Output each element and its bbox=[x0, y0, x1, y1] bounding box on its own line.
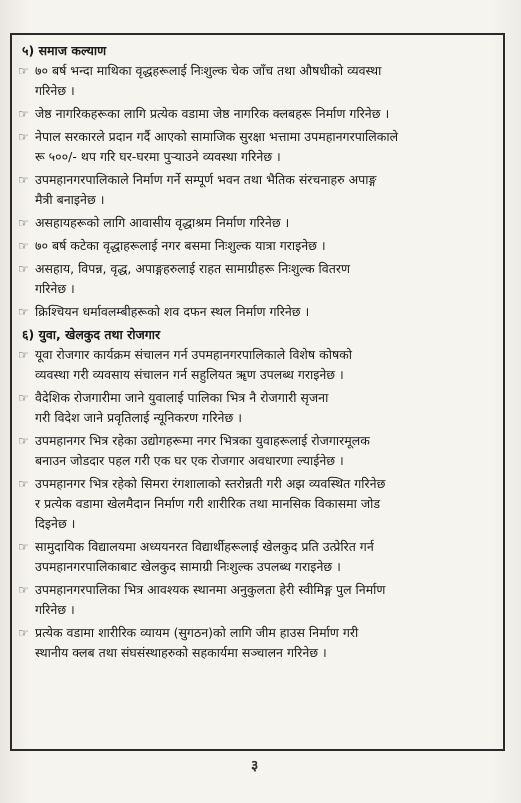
pointing-hand-icon: ☞ bbox=[18, 64, 29, 78]
list-item-line: नेपाल सरकारले प्रदान गर्दै आएको सामाजिक सुरक्षा भत्तामा उपमहानगरपालिकाले bbox=[35, 129, 399, 144]
section-heading: ५) समाज कल्याण bbox=[22, 43, 107, 58]
list-item bbox=[20, 61, 495, 101]
pointing-hand-icon: ☞ bbox=[18, 107, 29, 121]
list-item bbox=[20, 580, 495, 620]
page-number: ३ bbox=[251, 758, 259, 774]
pointing-hand-icon: ☞ bbox=[18, 305, 29, 319]
list-item-line: गरिनेछ । bbox=[35, 602, 75, 617]
list-item bbox=[20, 302, 495, 322]
list-item bbox=[20, 345, 495, 385]
list-item-line: प्रत्येक वडामा शारीरिक व्यायम (सुगठन)को लागि जीम हाउस निर्माण गरी bbox=[35, 625, 359, 640]
list-item bbox=[20, 623, 495, 663]
pointing-hand-icon: ☞ bbox=[18, 626, 29, 640]
pointing-hand-icon: ☞ bbox=[18, 130, 29, 144]
list-item bbox=[20, 104, 495, 124]
list-item-line: असहाय, विपन्न, वृद्ध, अपाङ्गहरुलाई राहत सामाग्रीहरू निःशुल्क वितरण bbox=[35, 261, 351, 276]
list-item-line: गरिनेछ । bbox=[35, 83, 75, 98]
pointing-hand-icon: ☞ bbox=[18, 173, 29, 187]
list-item-line: र प्रत्येक वडामा खेलमैदान निर्माण गरी शारीरिक तथा मानसिक विकासमा जोड bbox=[35, 496, 381, 511]
list-item-line: स्थानीय क्लब तथा संघसंस्थाहरुको सहकार्यमा सञ्चालन गरिनेछ । bbox=[35, 645, 327, 660]
list-item-line: व्यवस्था गरी व्यवसाय संचालन गर्न सहुलियत ॠण उपलब्ध गराइनेछ । bbox=[35, 367, 344, 382]
list-item bbox=[20, 388, 495, 428]
list-item bbox=[20, 431, 495, 471]
list-item-line: उपमहानगर भित्र रहेका उद्योगहरूमा नगर भित्रका युवाहरूलाई रोजगारमूलक bbox=[35, 433, 370, 448]
list-item bbox=[20, 474, 495, 534]
pointing-hand-icon: ☞ bbox=[18, 262, 29, 276]
list-item-line: असहायहरूको लागि आवासीय वृद्धाश्रम निर्माण गरिनेछ । bbox=[35, 215, 290, 230]
pointing-hand-icon: ☞ bbox=[18, 434, 29, 448]
list-item-line: दिइनेछ । bbox=[35, 516, 76, 531]
content-frame bbox=[10, 33, 505, 751]
list-item-line: उपमहानगरपालिकाले निर्माण गर्ने सम्पूर्ण भवन तथा भैतिक संरचनाहरु अपाङ्ग bbox=[35, 172, 377, 187]
list-item bbox=[20, 537, 495, 577]
list-item-line: गरी विदेश जाने प्रवृतिलाई न्यूनिकरण गरिनेछ । bbox=[35, 410, 242, 425]
pointing-hand-icon: ☞ bbox=[18, 216, 29, 230]
list-item bbox=[20, 127, 495, 167]
list-item-line: गरिनेछ । bbox=[35, 281, 75, 296]
pointing-hand-icon: ☞ bbox=[18, 391, 29, 405]
list-item-line: उपमहानगर भित्र रहेको सिमरा रंगशालाको स्तरोन्नती गरी अझ व्यवस्थित गरिनेछ bbox=[35, 476, 386, 491]
list-item-line: यूवा रोजगार कार्यक्रम संचालन गर्न उपमहानगरपालिकाले विशेष कोषको bbox=[35, 347, 353, 362]
list-item-line: क्रिश्चियन धर्मावलम्बीहरूको शव दफन स्थल निर्माण गरिनेछ । bbox=[35, 304, 310, 319]
list-item-line: वैदेशिक रोजगारीमा जाने युवालाई पालिका भित्र नै रोजगारी सृजना bbox=[35, 390, 329, 405]
list-item-line: सामुदायिक विद्यालयमा अध्ययनरत विद्यार्थीहरूलाई खेलकुद प्रति उत्प्रेरित गर्न bbox=[35, 539, 374, 554]
list-item-line: रू ५००/- थप गरि घर-घरमा पुऱ्याउने व्यवस्था गरिनेछ । bbox=[35, 149, 281, 164]
list-item bbox=[20, 213, 495, 233]
list-item bbox=[20, 170, 495, 210]
list-item bbox=[20, 259, 495, 299]
list-item-line: ७० बर्ष भन्दा माथिका वृद्धहरूलाई निःशुल्क चेक जाँच तथा औषधीको व्यवस्था bbox=[35, 63, 382, 78]
list-item-line: बनाउन जोडदार पहल गरी एक घर एक रोजगार अवधारणा ल्याईनेछ । bbox=[35, 453, 344, 468]
pointing-hand-icon: ☞ bbox=[18, 540, 29, 554]
list-item bbox=[20, 236, 495, 256]
pointing-hand-icon: ☞ bbox=[18, 348, 29, 362]
list-item-line: उपमहानगरपालिकाबाट खेलकुद सामाग्री निःशुल्क उपलब्ध गराइनेछ । bbox=[35, 559, 341, 574]
section-heading: ६) युवा, खेलकुद तथा रोजगार bbox=[22, 327, 161, 342]
list-item-line: मैत्री बनाइनेछ । bbox=[35, 192, 105, 207]
pointing-hand-icon: ☞ bbox=[18, 477, 29, 491]
list-item-line: जेष्ठ नागरिकहरूका लागि प्रत्येक वडामा जेष्ठ नागरिक क्लबहरू निर्माण गरिनेछ । bbox=[35, 106, 390, 121]
pointing-hand-icon: ☞ bbox=[18, 583, 29, 597]
list-item-line: ७० बर्ष कटेका वृद्धाहरूलाई नगर बसमा निःशुल्क यात्रा गराइनेछ । bbox=[35, 238, 326, 253]
list-item-line: उपमहानगरपालिका भित्र आवश्यक स्थानमा अनुकुलता हेरी स्वीमिङ्ग पुल निर्माण bbox=[35, 582, 386, 597]
pointing-hand-icon: ☞ bbox=[18, 239, 29, 253]
